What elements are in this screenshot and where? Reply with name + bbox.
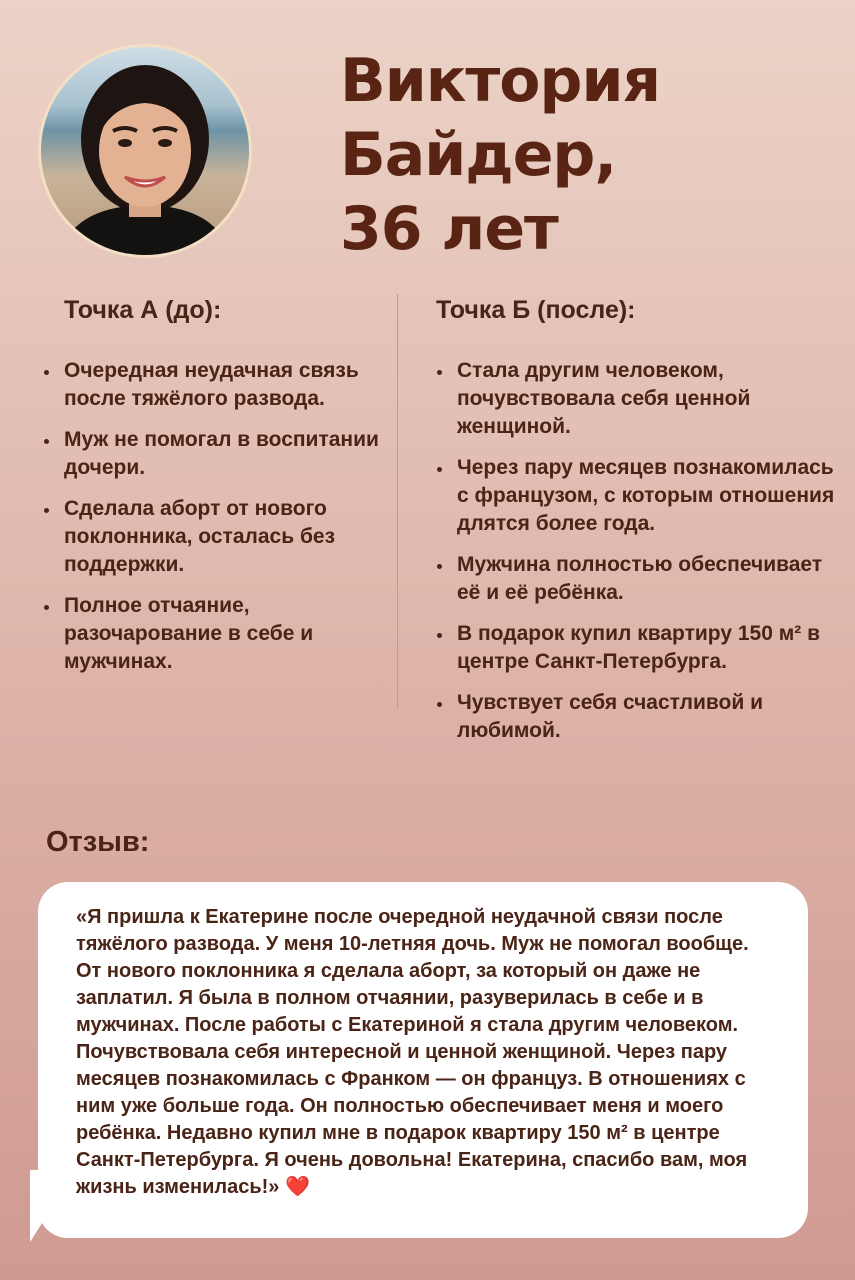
list-item: Очередная неудачная связь после тяжёлого развода.	[44, 357, 384, 413]
list-item: Муж не помогал в воспитании дочери.	[44, 426, 384, 482]
point-b-title: Точка Б (после):	[436, 296, 636, 324]
list-item: Сделала аборт от нового поклонника, осталась без поддержки.	[44, 495, 384, 579]
age-line: 36 лет	[340, 194, 558, 264]
review-body: «Я пришла к Екатерине после очередной неудачной связи после тяжёлого развода. У меня 10-летняя дочь. Муж не помогал вообще. От нового поклонника я сделала аборт, за который он даже не заплатил. Я была в полном отчаянии, разуверилась в себе и в мужчинах. После работы с Екатериной я стала другим человеком. Почувствовала себя интересной и ценной женщиной. Через пару месяцев познакомилась с Франком — он француз. В отношениях с ним уже больше года. Он полностью обеспечивает меня и моего ребёнка. Недавно купил мне в подарок квартиру 150 м² в центре Санкт-Петербурга. Я очень довольна! Екатерина, спасибо вам, моя жизнь изменилась!»	[76, 906, 749, 1198]
list-item: Через пару месяцев познакомилась с французом, с которым отношения длятся более года.	[437, 454, 837, 538]
name-line: Байдер,	[340, 120, 617, 190]
list-item: Стала другим человеком, почувствовала себя ценной женщиной.	[437, 357, 837, 441]
review-text	[76, 904, 778, 1201]
heart-icon: ❤️	[284, 1176, 310, 1198]
list-item: В подарок купил квартиру 150 м² в центре Санкт-Петербурга.	[437, 620, 837, 676]
list-item: Мужчина полностью обеспечивает её и её ребёнка.	[437, 551, 837, 607]
name-line: Виктория	[340, 46, 661, 116]
list-item: Чувствует себя счастливой и любимой.	[437, 689, 837, 745]
column-divider	[397, 294, 398, 708]
list-item: Полное отчаяние, разочарование в себе и мужчинах.	[44, 592, 384, 676]
point-a-list	[44, 357, 384, 676]
review-bubble	[38, 882, 808, 1238]
review-title: Отзыв:	[46, 826, 150, 858]
point-b-list	[437, 357, 837, 745]
avatar	[38, 44, 252, 258]
point-a-title: Точка А (до):	[64, 296, 222, 324]
person-name	[340, 44, 660, 266]
portrait-illustration	[41, 47, 249, 255]
